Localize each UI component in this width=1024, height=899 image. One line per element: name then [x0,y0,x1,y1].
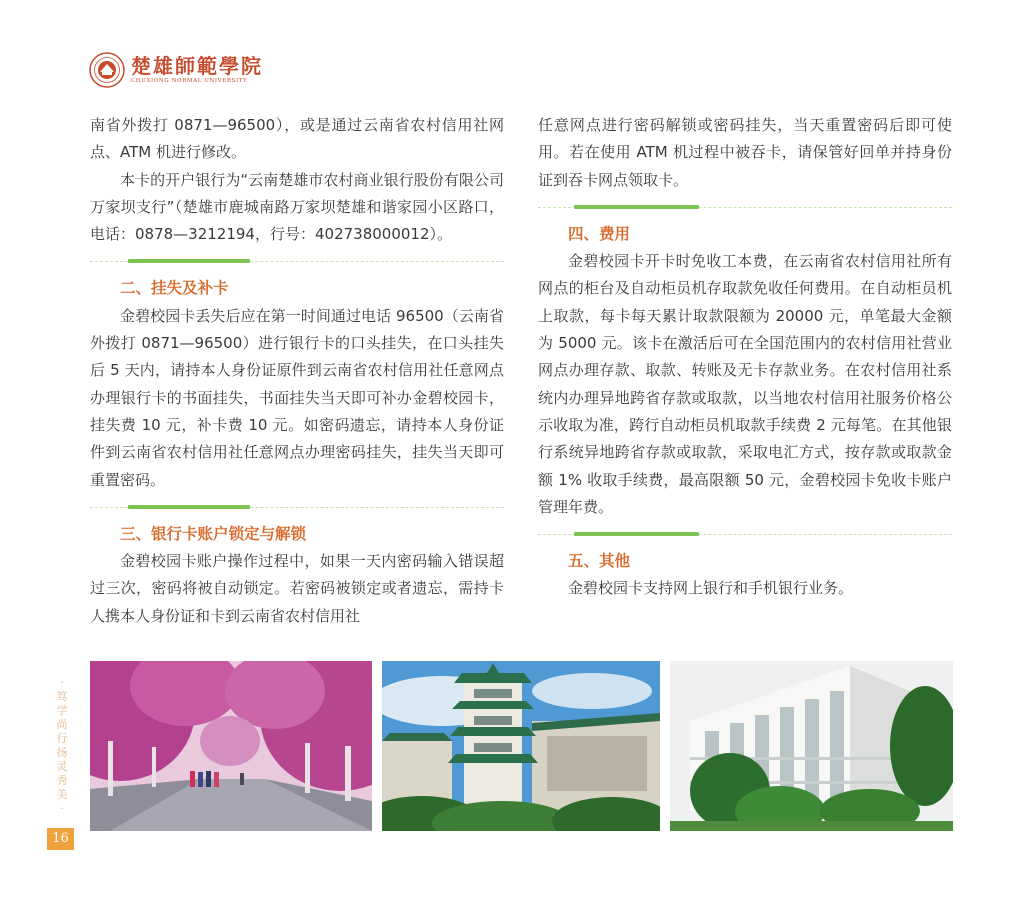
school-logo [89,50,263,90]
school-name: 楚雄師範學院 [131,54,263,78]
section-divider [538,207,952,209]
school-seal-icon [89,52,125,88]
section-heading-lost-card: 二、挂失及补卡 [120,279,229,298]
section-divider [538,534,952,536]
section-body-account-lock: 金碧校园卡账户操作过程中，如果一天内密码输入错误超过三次，密码将被自动锁定。若密码被锁定或者遗忘，需持卡人携本人身份证和卡到云南省农村信用社 [90,552,504,625]
school-name-english: CHUXIONG NORMAL UNIVERSITY [131,78,248,84]
section-body-fees: 金碧校园卡开卡时免收工本费，在云南省农村信用社所有网点的柜台及自动柜员机存取款免收任何费用。在自动柜员机上取款，每卡每天累计取款限额为 20000 元，单笔最大金额为 5000 元。该卡在激活后可在全国范围内的农村信用社营业网点办理存款、取款、转账及无卡存款业务。在农村信用社系统内办理异地跨省存款或取款，以当地农村信用社服务价格公示收取为准，跨行自动柜员机取款手续费 2 元每笔。在其他银行系统异地跨省存款或取款，采取电汇方式，按存款或取款金额 1% 收取手续费，最高限额 50 元，金碧校园卡免收卡账户管理年费。 [538,252,952,516]
section-heading-account-lock: 三、银行卡账户锁定与解锁 [120,524,307,543]
right-column [538,112,952,603]
section-divider [90,507,504,509]
left-paragraph-1: 南省外拨打 0871—96500），或是通过云南省农村信用社网点、ATM 机进行修改。 [90,116,504,162]
left-paragraph-2: 本卡的开户银行为“云南楚雄市农村商业银行股份有限公司万家坝支行”（楚雄市鹿城南路万家坝楚雄和谐家园小区路口，电话：0878—3212194，行号：402738000012）。 [90,170,504,244]
campus-building-photo [670,661,953,831]
campus-blossom-avenue-photo [90,661,372,831]
right-paragraph-1: 任意网点进行密码解锁或密码挂失，当天重置密码后即可使用。若在使用 ATM 机过程中被吞卡，请保管好回单并持身份证到吞卡网点领取卡。 [538,116,952,189]
campus-pagoda-photo [382,661,660,831]
side-motto: ·笃学尚行 扬灵秀美· [56,676,68,815]
section-heading-fees: 四、费用 [568,224,631,243]
page-number: 16 [47,828,74,850]
section-divider [90,261,504,263]
section-body-lost-card: 金碧校园卡丢失后应在第一时间通过电话 96500（云南省外拨打 0871—96500）进行银行卡的口头挂失，在口头挂失后 5 天内，请持本人身份证原件到云南省农村信用社任意网点办理银行卡的书面挂失，书面挂失当天即可补办金碧校园卡，挂失费 10 元，补卡费 10 元。如密码遗忘，请持本人身份证件到云南省农村信用社任意网点办理密码挂失，挂失当天即可重置密码。 [90,306,504,489]
section-heading-other: 五、其他 [568,552,631,571]
left-column [90,112,504,630]
section-body-other: 金碧校园卡支持网上银行和手机银行业务。 [568,579,854,598]
